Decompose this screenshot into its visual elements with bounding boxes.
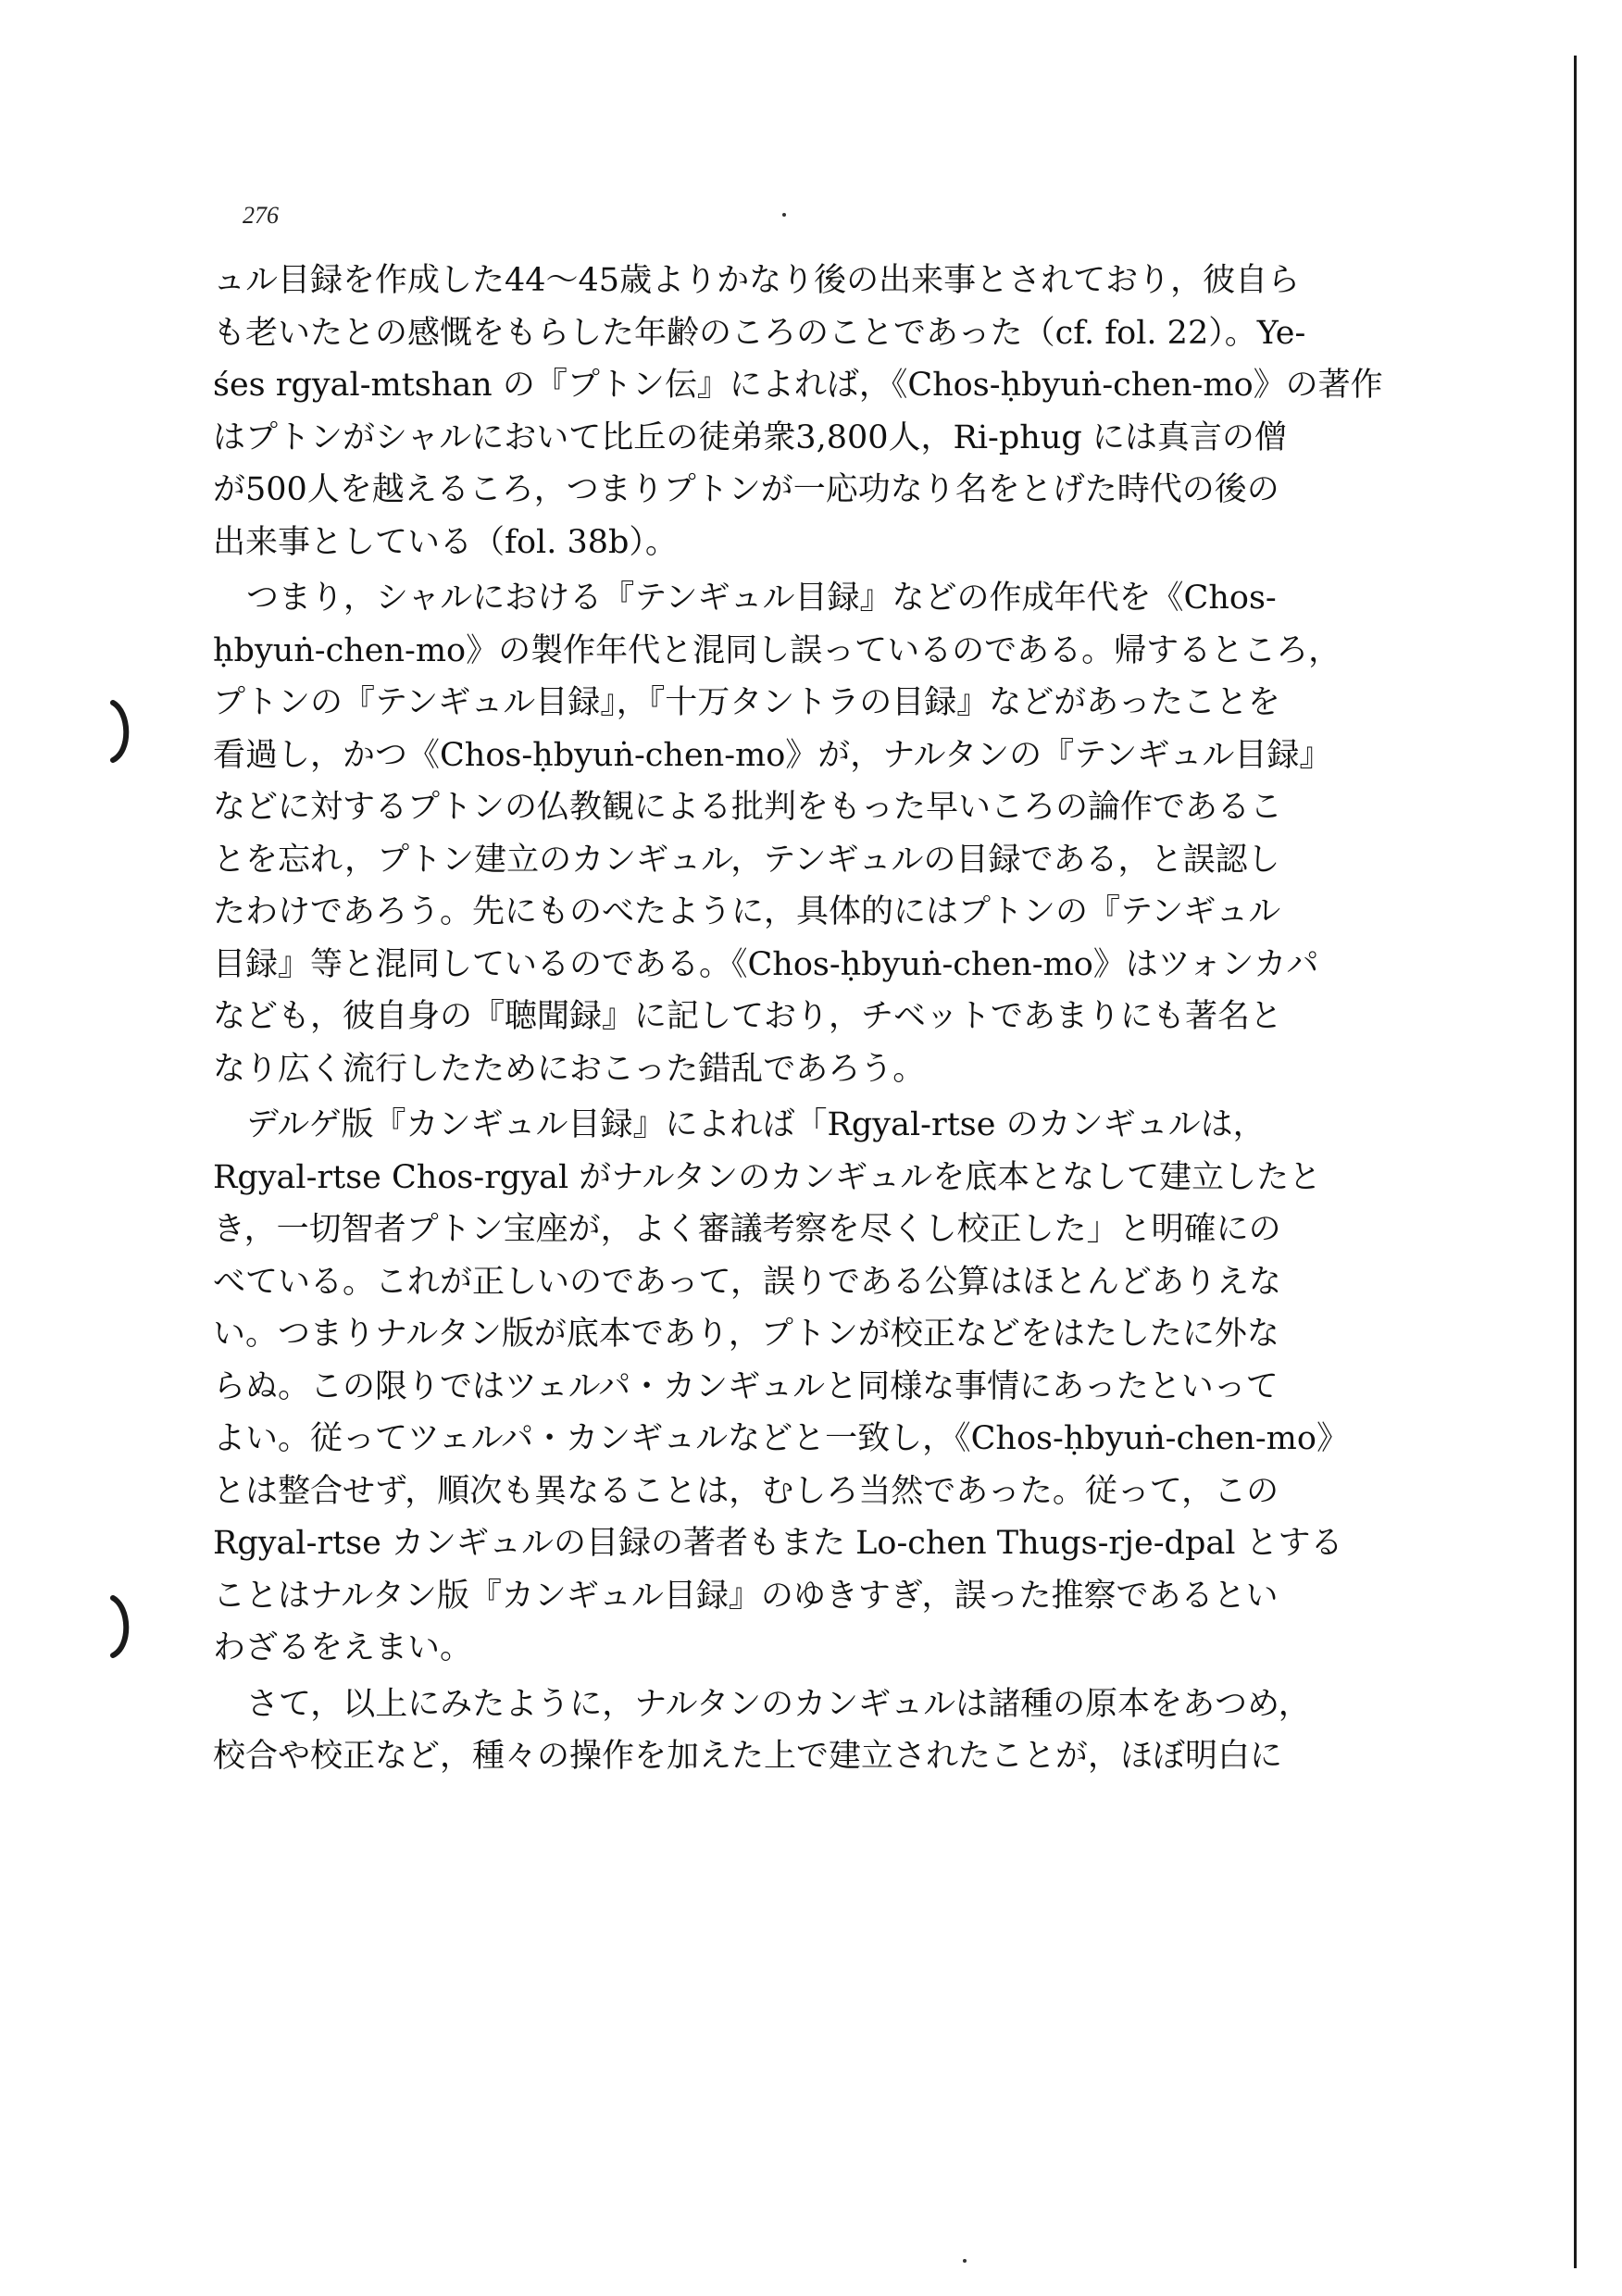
binding-mark-lower <box>109 1594 137 1659</box>
text-line-6: 出来事としている（fol. 38b）。 <box>213 523 678 561</box>
text-line-2: も老いたとの感慨をもらした年齢のころのことであった（cf. fol. 22）。Ye- <box>213 314 1306 352</box>
text-line-13: たわけであろう。先にものべたように，具体的にはプトンの『テンギュル <box>213 893 1281 930</box>
text-line-21: い。つまりナルタン版が底本であり，プトンが校正などをはたしたに外な <box>213 1316 1279 1353</box>
text-line-15: なども，彼自身の『聴聞録』に記しており，チベットであまりにも著名と <box>213 998 1283 1035</box>
text-line-14: 目録』等と混同しているのである。《Chos-ḥbyuṅ-chen-mo》はツォンカパ <box>213 945 1319 983</box>
text-line-11: などに対するプトンの仏教観による批判をもった早いころの論作であるこ <box>213 789 1283 826</box>
text-line-10: 看過し，かつ《Chos-ḥbyuṅ-chen-mo》が，ナルタンの『テンギュル目録』 <box>213 736 1332 774</box>
scan-speck <box>963 2259 967 2263</box>
text-line-25: Rgyal-rtse カンギュルの目録の著者もまた Lo-chen Thugs-rje-dpal とする <box>213 1525 1343 1562</box>
text-line-22: らぬ。この限りではツェルパ・カンギュルと同様な事情にあったといって <box>213 1367 1279 1405</box>
text-line-28: さて，以上にみたように，ナルタンのカンギュルは諸種の原本をあつめ， <box>246 1685 1311 1723</box>
text-line-4: はプトンがシャルにおいて比丘の徒弟衆3,800人，Ri-phug には真言の僧 <box>213 418 1287 456</box>
text-line-27: わざるをえまい。 <box>213 1629 473 1666</box>
scan-speck <box>782 213 786 217</box>
text-line-26: ことはナルタン版『カンギュル目録』のゆきすぎ，誤った推察であるとい <box>213 1577 1279 1615</box>
text-line-18: Rgyal-rtse Chos-rgyal がナルタンのカンギュルを底本となして建立したと <box>213 1158 1322 1196</box>
text-line-20: べている。これが正しいのであって，誤りである公算はほとんどありえな <box>213 1263 1281 1301</box>
text-line-17: デルゲ版『カンギュル目録』によれば「Rgyal-rtse のカンギュルは， <box>246 1106 1266 1143</box>
text-line-5: が500人を越えるころ，つまりプトンが一応功なり名をとげた時代の後の <box>213 471 1279 508</box>
right-scan-edge-line <box>1574 56 1577 2268</box>
text-line-29: 校合や校正など，種々の操作を加えた上で建立されたことが，ほぼ明白に <box>213 1738 1283 1775</box>
text-line-1: ュル目録を作成した44〜45歳よりかなり後の出来事とされており，彼自ら <box>213 262 1301 299</box>
text-line-24: とは整合せず，順次も異なることは，むしろ当然であった。従って，この <box>213 1472 1279 1510</box>
text-line-16: なり広く流行したためにおこった錯乱であろう。 <box>213 1050 926 1088</box>
text-line-9: プトンの『テンギュル目録』，『十万タントラの目録』などがあったことを <box>213 684 1280 721</box>
text-line-23: よい。従ってツェルパ・カンギュルなどと一致し，《Chos-ḥbyuṅ-chen-mo》 <box>213 1420 1349 1457</box>
text-line-3: śes rgyal-mtshan の『プトン伝』によれば，《Chos-ḥbyuṅ-chen-mo》の著作 <box>213 367 1383 404</box>
text-line-19: き，一切智者プトン宝座が，よく審議考察を尽くし校正した」と明確にの <box>213 1211 1281 1248</box>
body-text <box>213 255 1389 1783</box>
text-line-8: ḥbyuṅ-chen-mo》の製作年代と混同し誤っているのである。帰するところ， <box>213 631 1341 669</box>
page-number: 276 <box>243 202 279 229</box>
binding-mark-upper <box>109 699 137 764</box>
text-line-7: つまり，シャルにおける『テンギュル目録』などの作成年代を《Chos- <box>246 580 1277 617</box>
text-line-12: とを忘れ，プトン建立のカンギュル，テンギュルの目録である，と誤認し <box>213 841 1280 879</box>
